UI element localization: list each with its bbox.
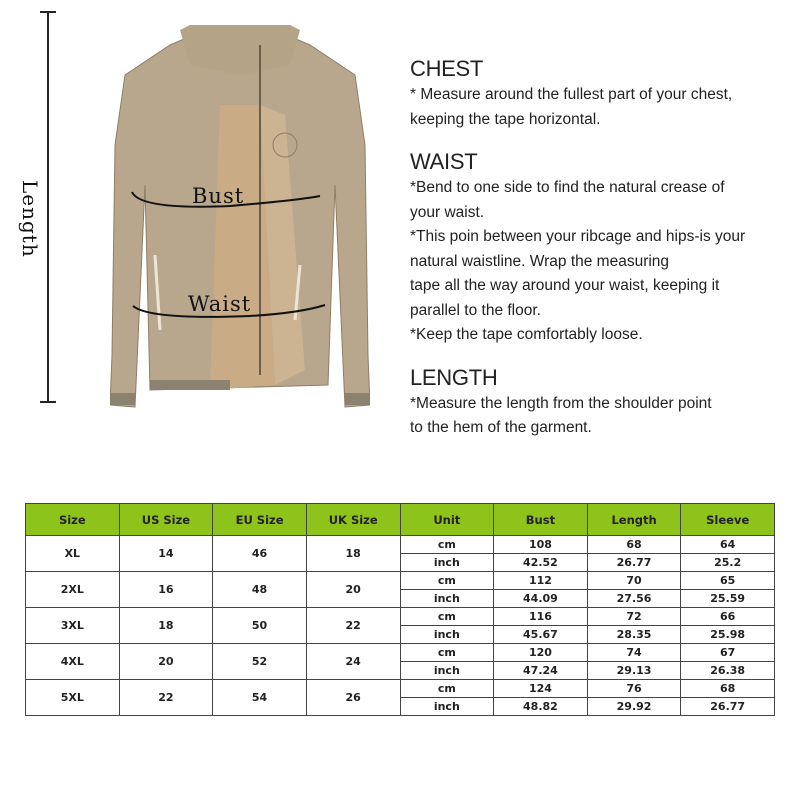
chest-section — [410, 55, 800, 132]
waist-line: *Keep the tape comfortably loose. — [410, 326, 643, 343]
cell-sleeve: 25.59 — [681, 590, 775, 608]
waist-line: your waist. — [410, 203, 485, 221]
cell-us: 14 — [119, 536, 213, 572]
cell-length: 26.77 — [587, 554, 681, 572]
cell-bust: 48.82 — [494, 698, 588, 716]
chest-line: keeping the tape horizontal. — [410, 110, 601, 128]
cell-size: 4XL — [26, 644, 120, 680]
cell-us: 18 — [119, 608, 213, 644]
cell-us: 16 — [119, 572, 213, 608]
cell-size: 5XL — [26, 680, 120, 716]
cell-uk: 22 — [306, 608, 400, 644]
cell-size: 2XL — [26, 572, 120, 608]
cell-eu: 54 — [213, 680, 307, 716]
bust-label: Bust — [192, 184, 245, 208]
cell-size: XL — [26, 536, 120, 572]
cell-length: 29.92 — [587, 698, 681, 716]
cell-length: 68 — [587, 536, 681, 554]
table-row — [26, 680, 775, 698]
waist-section — [410, 148, 800, 348]
cell-unit: inch — [400, 626, 494, 644]
cell-unit: inch — [400, 662, 494, 680]
cell-length: 72 — [587, 608, 681, 626]
cell-uk: 18 — [306, 536, 400, 572]
waist-line: parallel to the floor. — [410, 301, 541, 319]
table-row — [26, 608, 775, 626]
chest-line: * Measure around the fullest part of your chest, — [410, 86, 733, 103]
length-title: LENGTH — [410, 364, 498, 390]
header-bust: Bust — [494, 504, 588, 536]
cell-sleeve: 67 — [681, 644, 775, 662]
cell-uk: 24 — [306, 644, 400, 680]
table-row — [26, 536, 775, 554]
header-eu-size: EU Size — [213, 504, 307, 536]
header-sleeve: Sleeve — [681, 504, 775, 536]
cell-sleeve: 66 — [681, 608, 775, 626]
measurement-guide-lines — [0, 0, 400, 470]
header-unit: Unit — [400, 504, 494, 536]
cell-sleeve: 26.77 — [681, 698, 775, 716]
cell-eu: 46 — [213, 536, 307, 572]
cell-bust: 124 — [494, 680, 588, 698]
waist-line: *Bend to one side to find the natural crease of — [410, 179, 725, 196]
cell-bust: 108 — [494, 536, 588, 554]
header-uk-size: UK Size — [306, 504, 400, 536]
cell-sleeve: 68 — [681, 680, 775, 698]
cell-bust: 120 — [494, 644, 588, 662]
cell-unit: inch — [400, 590, 494, 608]
cell-eu: 50 — [213, 608, 307, 644]
cell-unit: cm — [400, 572, 494, 590]
waist-label: Waist — [188, 292, 252, 316]
header-us-size: US Size — [119, 504, 213, 536]
cell-unit: cm — [400, 536, 494, 554]
header-length: Length — [587, 504, 681, 536]
cell-bust: 44.09 — [494, 590, 588, 608]
cell-length: 70 — [587, 572, 681, 590]
cell-bust: 47.24 — [494, 662, 588, 680]
cell-uk: 26 — [306, 680, 400, 716]
cell-sleeve: 25.2 — [681, 554, 775, 572]
cell-sleeve: 65 — [681, 572, 775, 590]
cell-unit: inch — [400, 698, 494, 716]
cell-sleeve: 25.98 — [681, 626, 775, 644]
measurement-guide — [410, 55, 800, 457]
cell-eu: 48 — [213, 572, 307, 608]
cell-length: 29.13 — [587, 662, 681, 680]
chest-title: CHEST — [410, 56, 484, 81]
cell-size: 3XL — [26, 608, 120, 644]
cell-length: 28.35 — [587, 626, 681, 644]
cell-eu: 52 — [213, 644, 307, 680]
cell-unit: cm — [400, 608, 494, 626]
length-line: *Measure the length from the shoulder point — [410, 394, 712, 412]
jacket-measurement-figure — [0, 0, 400, 470]
cell-uk: 20 — [306, 572, 400, 608]
cell-bust: 116 — [494, 608, 588, 626]
waist-title: WAIST — [410, 149, 478, 174]
length-section — [410, 364, 800, 441]
cell-sleeve: 64 — [681, 536, 775, 554]
table-header-row — [26, 504, 775, 536]
cell-length: 27.56 — [587, 590, 681, 608]
cell-unit: cm — [400, 644, 494, 662]
table-row — [26, 644, 775, 662]
length-line: to the hem of the garment. — [410, 419, 592, 436]
waist-line: tape all the way around your waist, keeping it — [410, 277, 720, 294]
cell-unit: inch — [400, 554, 494, 572]
size-chart-table — [25, 503, 775, 716]
cell-unit: cm — [400, 680, 494, 698]
cell-length: 76 — [587, 680, 681, 698]
cell-bust: 42.52 — [494, 554, 588, 572]
length-label: Length — [18, 180, 42, 258]
waist-line: *This poin between your ribcage and hips-is your — [410, 228, 746, 245]
waist-line: natural waistline. Wrap the measuring — [410, 252, 670, 270]
cell-length: 74 — [587, 644, 681, 662]
cell-us: 22 — [119, 680, 213, 716]
cell-bust: 112 — [494, 572, 588, 590]
cell-bust: 45.67 — [494, 626, 588, 644]
cell-us: 20 — [119, 644, 213, 680]
table-row — [26, 572, 775, 590]
header-size: Size — [26, 504, 120, 536]
cell-sleeve: 26.38 — [681, 662, 775, 680]
